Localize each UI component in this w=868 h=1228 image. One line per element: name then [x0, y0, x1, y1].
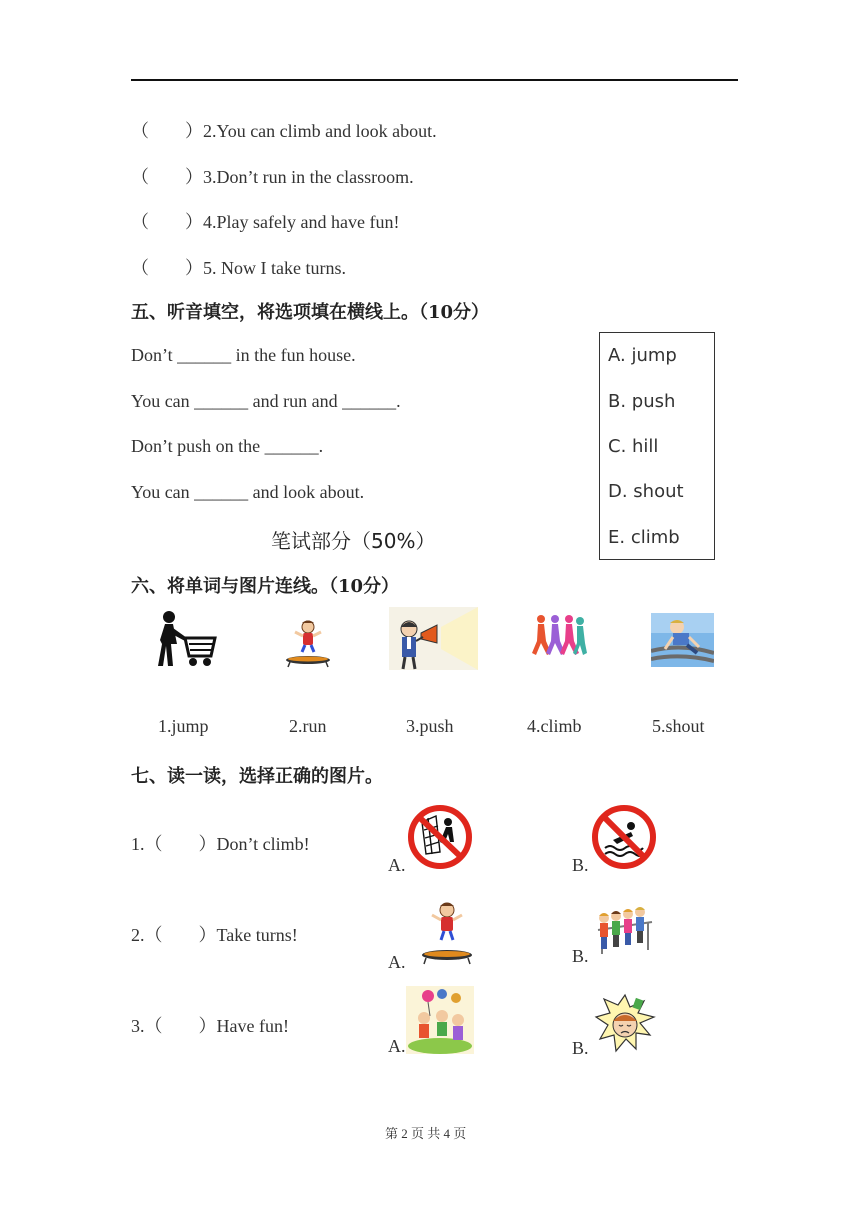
question-text: 2.You can climb and look about. — [203, 121, 437, 141]
choice-question — [131, 1012, 289, 1038]
question-row — [131, 254, 346, 280]
question-row — [131, 117, 437, 143]
match-word: 4.climb — [527, 716, 582, 736]
trampoline-jump-picture — [282, 618, 334, 668]
option-b-label: B. — [572, 855, 589, 875]
push-cart-picture — [155, 610, 217, 668]
happy-children-picture — [406, 986, 474, 1054]
no-swimming-sign-picture — [591, 804, 657, 870]
queue-children-picture — [594, 900, 654, 956]
answer-paren: （ ） — [131, 121, 203, 141]
written-section-title: 笔试部分（50%） — [271, 529, 436, 553]
question-number: 1.（ ） — [131, 834, 217, 854]
match-word: 5.shout — [652, 716, 705, 736]
option-item: D. shout — [608, 481, 684, 502]
option-a-label: A. — [388, 855, 406, 875]
trampoline-picture — [420, 900, 474, 966]
option-item: A. jump — [608, 345, 677, 366]
answer-paren: （ ） — [131, 212, 203, 232]
option-b-label: B. — [572, 946, 589, 966]
option-a-label: A. — [388, 1036, 406, 1056]
question-text: 5. Now I take turns. — [203, 258, 346, 278]
question-row — [131, 163, 414, 189]
no-climbing-sign-picture — [406, 804, 474, 870]
match-word: 3.push — [406, 716, 454, 736]
choice-question — [131, 830, 310, 856]
fill-sentence: Don’t push on the ______. — [131, 436, 324, 456]
fill-sentence: You can ______ and look about. — [131, 482, 365, 502]
option-a-label: A. — [388, 952, 406, 972]
top-rule — [131, 79, 738, 81]
question-number: 2.（ ） — [131, 925, 217, 945]
answer-paren: （ ） — [131, 258, 203, 278]
fill-sentence: You can ______ and run and ______. — [131, 391, 401, 411]
section-heading-6: 六、将单词与图片连线。（10分） — [131, 576, 400, 597]
question-number: 3.（ ） — [131, 1016, 217, 1036]
question-text: Take turns! — [216, 925, 298, 945]
climbing-boy-picture — [651, 613, 714, 667]
option-item: B. push — [608, 391, 676, 412]
question-text: Don’t climb! — [216, 834, 310, 854]
option-box — [599, 332, 715, 560]
match-word: 1.jump — [158, 716, 209, 736]
running-people-picture — [525, 613, 587, 667]
fill-sentence: Don’t ______ in the fun house. — [131, 345, 356, 365]
question-row — [131, 208, 399, 234]
section-heading-7: 七、读一读，选择正确的图片。 — [131, 766, 383, 787]
question-text: Have fun! — [216, 1016, 289, 1036]
page-footer: 第 2 页 共 4 页 — [385, 1126, 467, 1141]
question-text: 4.Play safely and have fun! — [203, 212, 400, 232]
option-b-label: B. — [572, 1038, 589, 1058]
choice-question — [131, 921, 298, 947]
question-text: 3.Don’t run in the classroom. — [203, 167, 414, 187]
answer-paren: （ ） — [131, 167, 203, 187]
match-word: 2.run — [289, 716, 327, 736]
shout-megaphone-picture — [389, 607, 478, 670]
section-heading-5: 五、听音填空，将选项填在横线上。（10分） — [131, 302, 490, 323]
option-item: E. climb — [608, 527, 680, 548]
crying-child-picture — [594, 993, 656, 1055]
option-item: C. hill — [608, 436, 659, 457]
